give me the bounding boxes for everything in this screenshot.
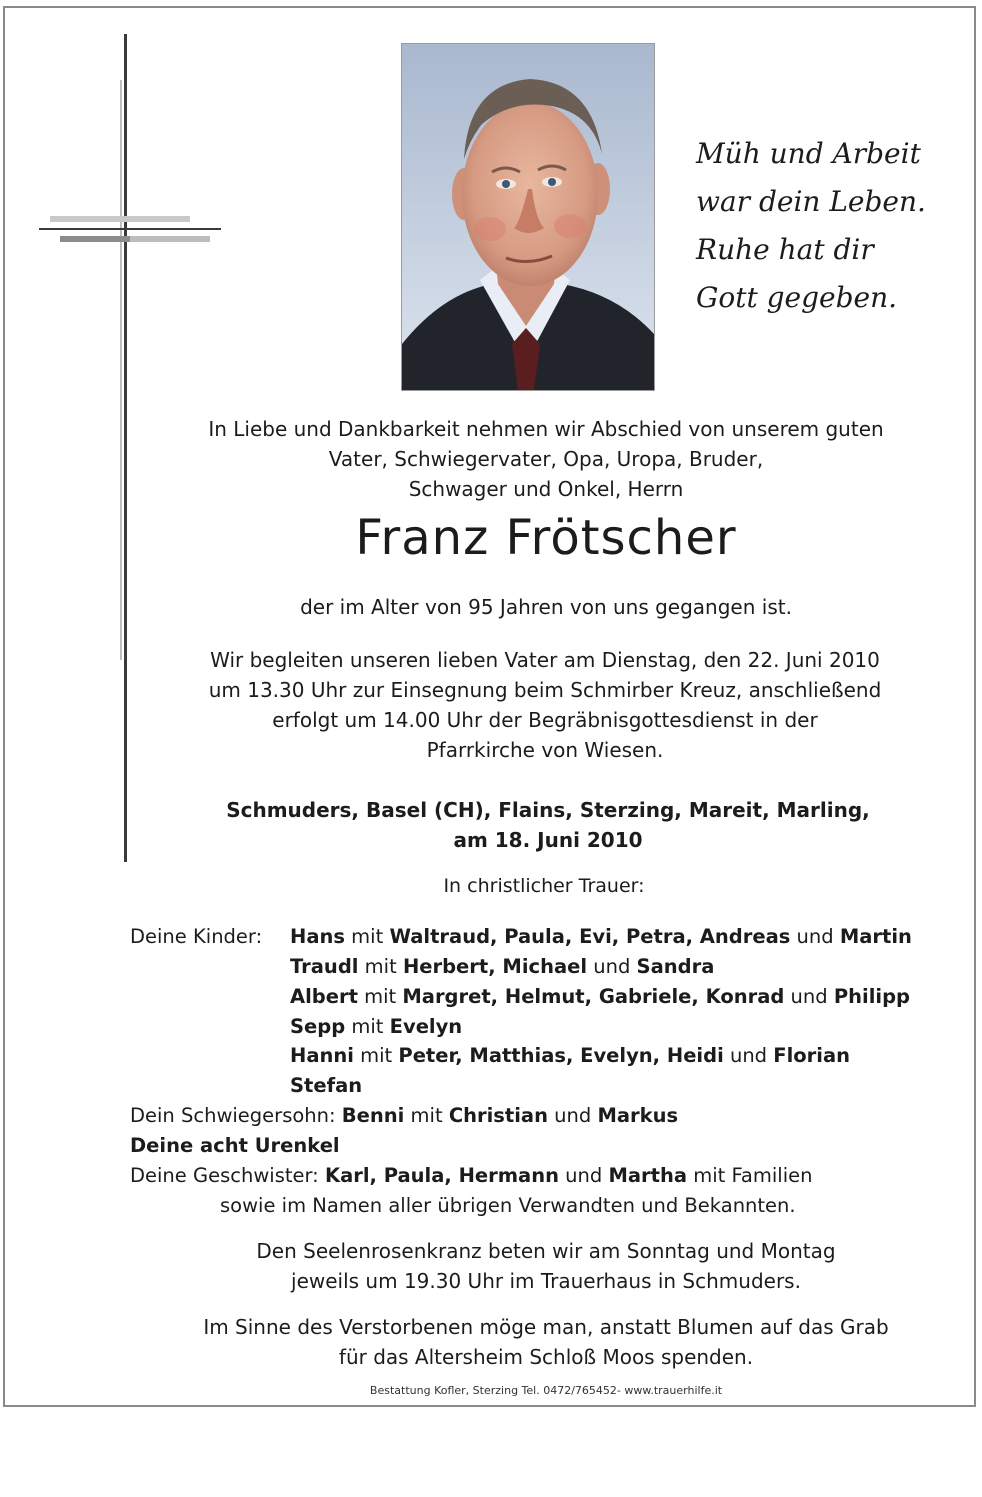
intro-text: [0, 414, 982, 504]
portrait-photo: [401, 43, 655, 391]
donation-line: Im Sinne des Verstorbenen möge man, anstatt Blumen auf das Grab: [203, 1315, 889, 1339]
ceremony-line: Wir begleiten unseren lieben Vater am Dienstag, den 22. Juni 2010: [210, 648, 880, 672]
child-row: Stefan: [290, 1074, 363, 1097]
ceremony-line: um 13.30 Uhr zur Einsegnung beim Schmirber Kreuz, anschließend: [208, 678, 882, 702]
donation-text: [0, 1312, 982, 1372]
child-row: Traudl mit Herbert, Michael und Sandra: [290, 955, 715, 978]
rosary-line: jeweils um 19.30 Uhr im Trauerhaus in Schmuders.: [291, 1269, 801, 1293]
child-row: Sepp mit Evelyn: [290, 1015, 463, 1038]
child-row: Hans mit Waltraud, Paula, Evi, Petra, Andreas und Martin: [290, 925, 912, 948]
ceremony-line: erfolgt um 14.00 Uhr der Begräbnisgottesdienst in der: [272, 708, 818, 732]
verse-line: Ruhe hat dir: [696, 233, 874, 266]
ceremony-line: Pfarrkirche von Wiesen.: [426, 738, 664, 762]
child-row: Hanni mit Peter, Matthias, Evelyn, Heidi und Florian: [290, 1044, 851, 1067]
donation-line: für das Altersheim Schloß Moos spenden.: [338, 1345, 754, 1369]
funeral-home-footer: Bestattung Kofler, Sterzing Tel. 0472/765452- www.trauerhilfe.it: [369, 1384, 723, 1397]
ceremony-text: [0, 645, 982, 765]
siblings-row: Deine Geschwister: Karl, Paula, Hermann und Martha mit Familien: [130, 1164, 813, 1187]
mourning-heading: In christlicher Trauer:: [443, 875, 645, 897]
deceased-name: Franz Frötscher: [355, 510, 737, 566]
intro-line: In Liebe und Dankbarkeit nehmen wir Abschied von unserem guten: [208, 417, 884, 441]
date-line: am 18. Juni 2010: [453, 828, 643, 852]
verse-line: Müh und Arbeit: [696, 137, 921, 170]
child-row: Albert mit Margret, Helmut, Gabriele, Konrad und Philipp: [290, 985, 911, 1008]
places-line: Schmuders, Basel (CH), Flains, Sterzing, Mareit, Marling,: [226, 798, 870, 822]
rosary-text: [0, 1236, 982, 1296]
intro-line: Vater, Schwiegervater, Opa, Uropa, Bruder,: [328, 447, 764, 471]
places-date: [0, 795, 982, 855]
greatgrandchildren-row: Deine acht Urenkel: [130, 1134, 340, 1157]
verse-line: Gott gegeben.: [696, 281, 898, 314]
intro-line: Schwager und Onkel, Herrn: [408, 477, 684, 501]
children-label: Deine Kinder:: [130, 925, 263, 948]
rosary-line: Den Seelenrosenkranz beten wir am Sonntag und Montag: [256, 1239, 836, 1263]
soninlaw-row: Dein Schwiegersohn: Benni mit Christian und Markus: [130, 1104, 679, 1127]
verse: [696, 130, 926, 322]
others-row: sowie im Namen aller übrigen Verwandten und Bekannten.: [220, 1194, 796, 1217]
age-line: der im Alter von 95 Jahren von uns gegangen ist.: [300, 595, 792, 619]
verse-line: war dein Leben.: [696, 185, 926, 218]
